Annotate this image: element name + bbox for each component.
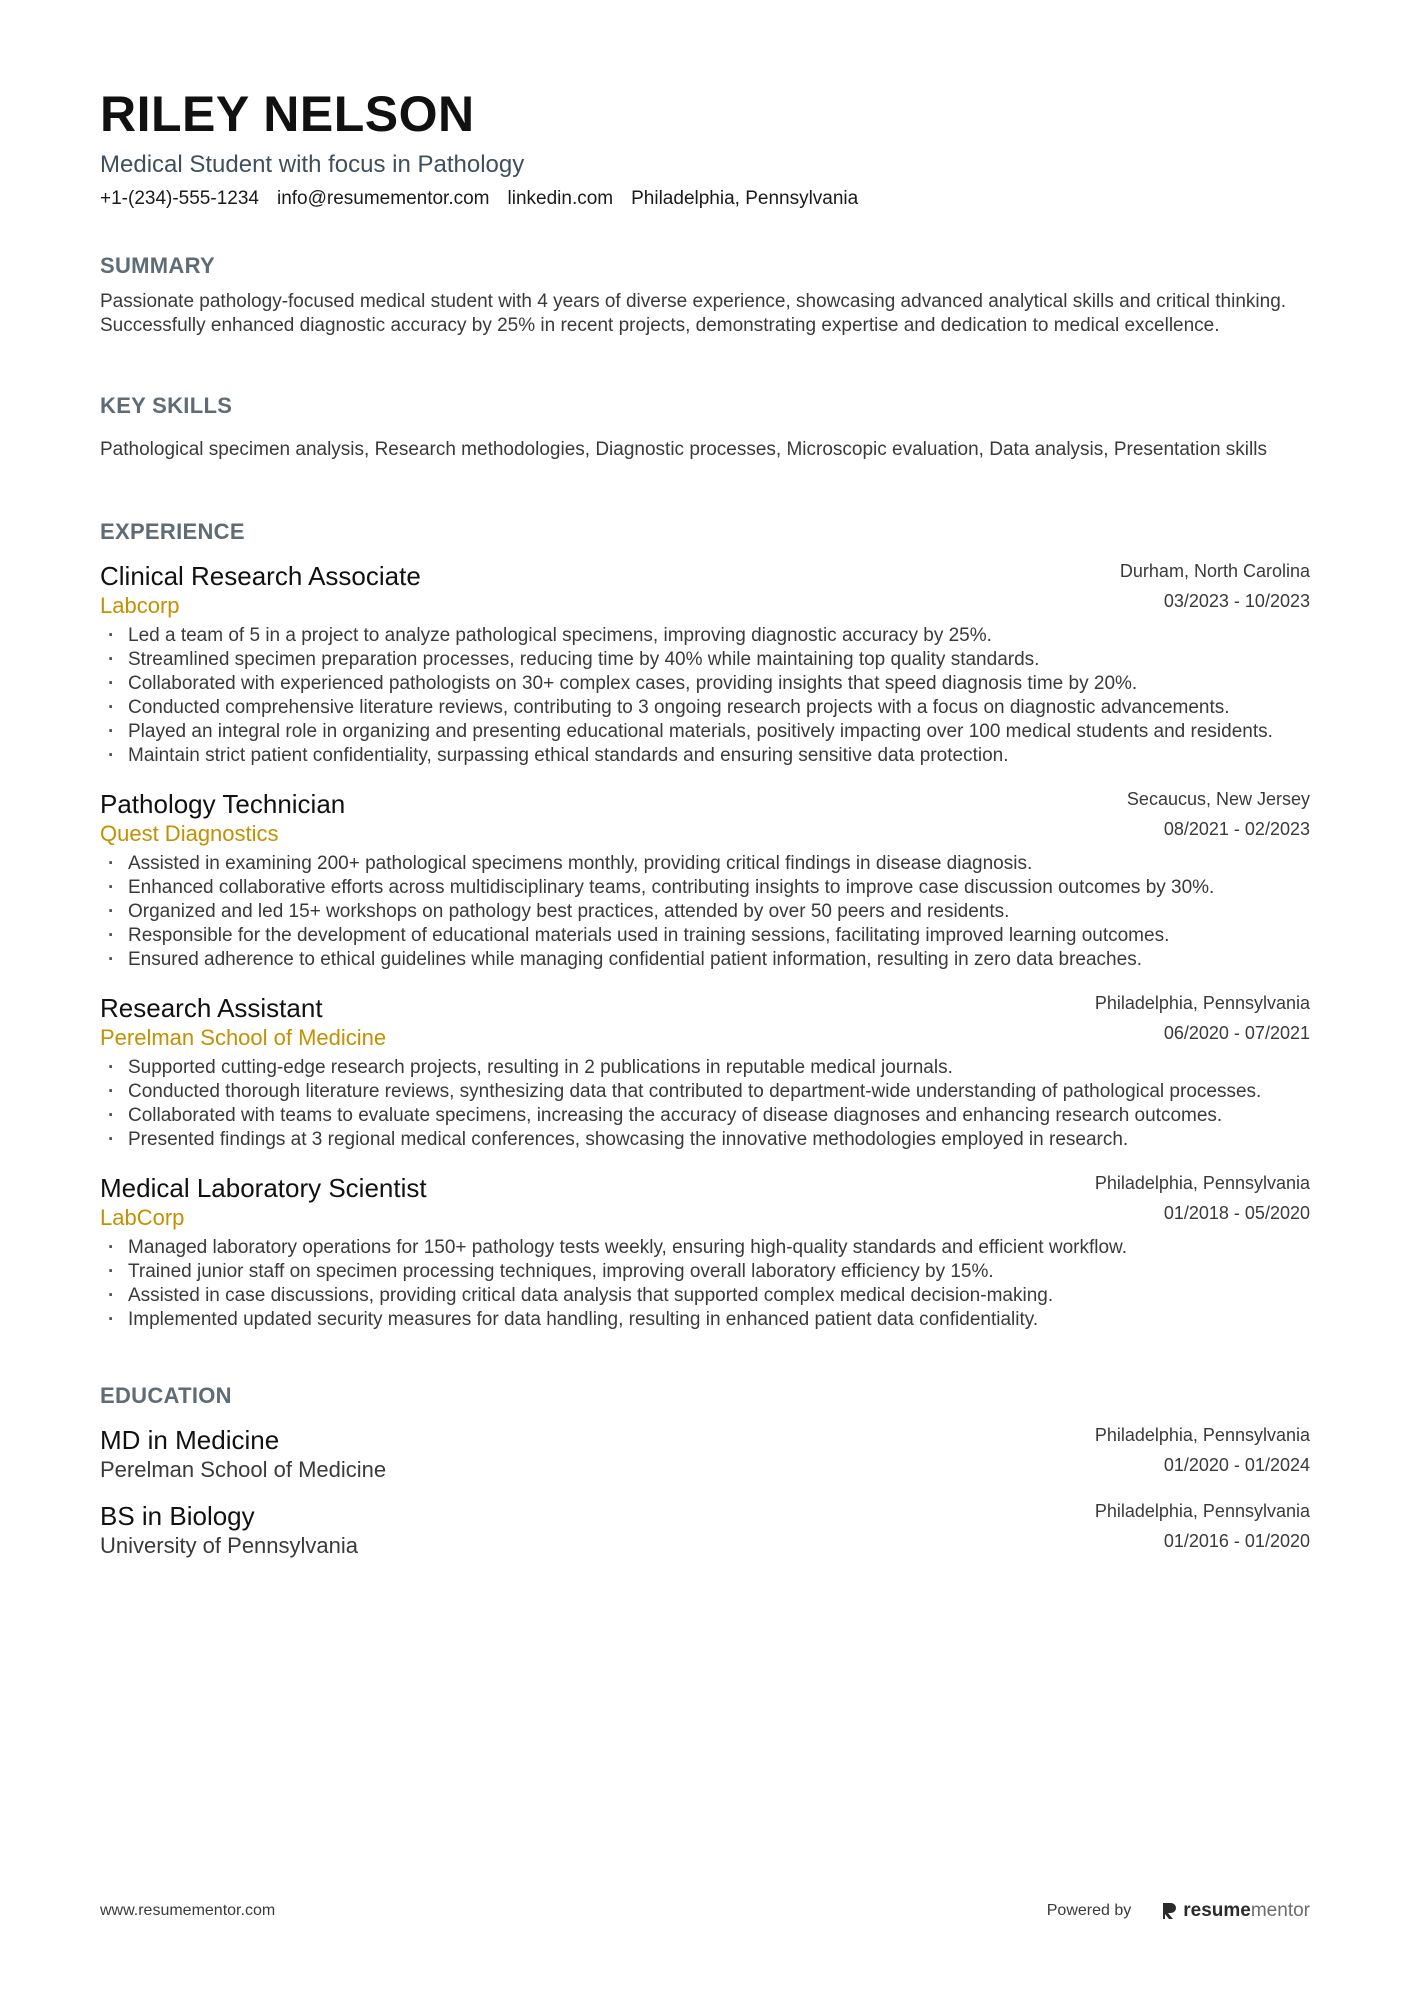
experience-entry-titles	[100, 1172, 427, 1232]
job-bullet: · Maintain strict patient confidentiality, surpassing ethical standards and ensuring sensitive data protection.	[100, 744, 1310, 768]
job-organization: LabCorp	[100, 1205, 185, 1230]
job-bullet: · Played an integral role in organizing and presenting educational materials, positively impacting over 100 medical students and residents.	[100, 720, 1310, 744]
experience-entry-titles	[100, 992, 386, 1052]
job-dates: 01/2018 - 05/2020	[1163, 1203, 1310, 1223]
education-entry-titles	[100, 1424, 386, 1484]
job-meta	[1095, 988, 1310, 1048]
job-meta	[1120, 556, 1310, 616]
contact-email[interactable]: info@resumementor.com	[276, 188, 490, 209]
job-bullets	[100, 1056, 1310, 1152]
education-entry-titles	[100, 1500, 358, 1560]
job-bullets	[100, 624, 1310, 768]
job-bullets	[100, 1236, 1310, 1332]
education-meta	[1095, 1496, 1310, 1556]
experience-entry-header	[100, 992, 1310, 1052]
job-organization: Labcorp	[100, 593, 180, 618]
experience-entry-header	[100, 788, 1310, 848]
experience-entry-header	[100, 1172, 1310, 1232]
footer-brand-area	[1047, 1900, 1310, 1922]
job-bullet: · Assisted in case discussions, providing critical data analysis that supported complex medical decision-making.	[100, 1284, 1310, 1308]
brand-name-bold: resume	[1183, 1900, 1251, 1921]
experience-list	[100, 560, 1310, 1332]
job-organization: Quest Diagnostics	[100, 821, 279, 846]
section-title-education: EDUCATION	[100, 1383, 232, 1408]
experience-entry	[100, 992, 1310, 1152]
job-dates: 03/2023 - 10/2023	[1163, 591, 1310, 611]
education-location: Philadelphia, Pennsylvania	[1094, 1501, 1310, 1521]
summary-section	[100, 252, 1310, 338]
job-dates: 08/2021 - 02/2023	[1163, 819, 1310, 839]
job-meta	[1127, 784, 1310, 844]
job-bullet: · Assisted in examining 200+ pathological specimens monthly, providing critical findings in disease diagnosis.	[100, 852, 1310, 876]
job-bullet: · Conducted comprehensive literature reviews, contributing to 3 ongoing research projects with a focus on diagnostic advancements.	[100, 696, 1310, 720]
footer-url[interactable]: www.resumementor.com	[100, 1902, 276, 1919]
summary-text: Passionate pathology-focused medical student with 4 years of diverse experience, showcasing advanced analytical skills and critical thinking. Successfully enhanced diagnostic accuracy by 25% in recent projects, demonstrating expertise and dedication to medical excellence.	[100, 291, 1287, 336]
candidate-name: RILEY NELSON	[100, 86, 475, 142]
experience-entry-titles	[100, 560, 421, 620]
brand-logo[interactable]	[1161, 1900, 1310, 1922]
contact-phone: +1-(234)-555-1234	[100, 188, 259, 209]
job-bullet: · Collaborated with experienced pathologists on 30+ complex cases, providing insights that speed diagnosis time by 20%.	[100, 672, 1310, 696]
section-title-skills: KEY SKILLS	[100, 393, 233, 418]
resumementor-logo-icon	[1161, 1901, 1177, 1921]
candidate-tagline: Medical Student with focus in Pathology	[100, 151, 525, 178]
education-list	[100, 1424, 1310, 1560]
job-bullets	[100, 852, 1310, 972]
education-location: Philadelphia, Pennsylvania	[1094, 1425, 1310, 1445]
experience-section	[100, 518, 1310, 1332]
contact-linkedin[interactable]: linkedin.com	[507, 188, 614, 209]
degree: BS in Biology	[100, 1501, 255, 1531]
job-bullet: · Managed laboratory operations for 150+ pathology tests weekly, ensuring high-quality standards and efficient workflow.	[100, 1236, 1310, 1260]
job-bullet: · Ensured adherence to ethical guidelines while managing confidential patient information, resulting in zero data breaches.	[100, 948, 1310, 972]
experience-entry	[100, 788, 1310, 972]
education-dates: 01/2016 - 01/2020	[1163, 1531, 1310, 1551]
job-bullet: · Conducted thorough literature reviews, synthesizing data that contributed to department-wide understanding of pathological processes.	[100, 1080, 1310, 1104]
education-dates: 01/2020 - 01/2024	[1163, 1455, 1310, 1475]
contact-location: Philadelphia, Pennsylvania	[631, 188, 859, 209]
education-entry-header	[100, 1500, 1310, 1560]
job-location: Secaucus, New Jersey	[1126, 789, 1310, 809]
job-bullet: · Implemented updated security measures for data handling, resulting in enhanced patient data confidentiality.	[100, 1308, 1310, 1332]
education-section	[100, 1382, 1310, 1560]
job-title: Clinical Research Associate	[100, 561, 421, 591]
job-location: Durham, North Carolina	[1119, 561, 1310, 581]
job-bullet: · Presented findings at 3 regional medical conferences, showcasing the innovative methodologies employed in research.	[100, 1128, 1310, 1152]
job-title: Research Assistant	[100, 993, 323, 1023]
education-meta	[1095, 1420, 1310, 1480]
degree: MD in Medicine	[100, 1425, 280, 1455]
page-footer	[100, 1900, 1310, 1922]
school: Perelman School of Medicine	[100, 1457, 387, 1482]
skills-section	[100, 392, 1310, 462]
job-title: Medical Laboratory Scientist	[100, 1173, 427, 1203]
education-entry-header	[100, 1424, 1310, 1484]
skills-text: Pathological specimen analysis, Research methodologies, Diagnostic processes, Microscopic evaluation, Data analysis, Presentation skills	[100, 439, 1267, 460]
job-bullet: · Organized and led 15+ workshops on pathology best practices, attended by over 50 peers and residents.	[100, 900, 1310, 924]
job-location: Philadelphia, Pennsylvania	[1094, 1173, 1310, 1193]
job-location: Philadelphia, Pennsylvania	[1094, 993, 1310, 1013]
school: University of Pennsylvania	[100, 1533, 359, 1558]
job-organization: Perelman School of Medicine	[100, 1025, 387, 1050]
job-bullet: · Collaborated with teams to evaluate specimens, increasing the accuracy of disease diagnoses and enhancing research outcomes.	[100, 1104, 1310, 1128]
job-bullet: · Enhanced collaborative efforts across multidisciplinary teams, contributing insights to improve case discussion outcomes by 30%.	[100, 876, 1310, 900]
job-meta	[1095, 1168, 1310, 1228]
contact-row	[100, 186, 1310, 212]
job-bullet: · Led a team of 5 in a project to analyze pathological specimens, improving diagnostic accuracy by 25%.	[100, 624, 1310, 648]
section-title-experience: EXPERIENCE	[100, 519, 245, 544]
job-title: Pathology Technician	[100, 789, 346, 819]
job-bullet: · Streamlined specimen preparation processes, reducing time by 40% while maintaining top quality standards.	[100, 648, 1310, 672]
job-bullet: · Responsible for the development of educational materials used in training sessions, facilitating improved learning outcomes.	[100, 924, 1310, 948]
education-entry	[100, 1500, 1310, 1560]
resume-page	[100, 84, 1310, 1560]
education-entry	[100, 1424, 1310, 1484]
job-bullet: · Supported cutting-edge research projects, resulting in 2 publications in reputable medical journals.	[100, 1056, 1310, 1080]
experience-entry	[100, 1172, 1310, 1332]
experience-entry-header	[100, 560, 1310, 620]
section-title-summary: SUMMARY	[100, 253, 215, 278]
job-bullet: · Trained junior staff on specimen processing techniques, improving overall laboratory efficiency by 15%.	[100, 1260, 1310, 1284]
experience-entry	[100, 560, 1310, 768]
job-dates: 06/2020 - 07/2021	[1163, 1023, 1310, 1043]
brand-name-light: mentor	[1250, 1900, 1310, 1921]
experience-entry-titles	[100, 788, 345, 848]
powered-by-label: Powered by	[1046, 1902, 1132, 1919]
